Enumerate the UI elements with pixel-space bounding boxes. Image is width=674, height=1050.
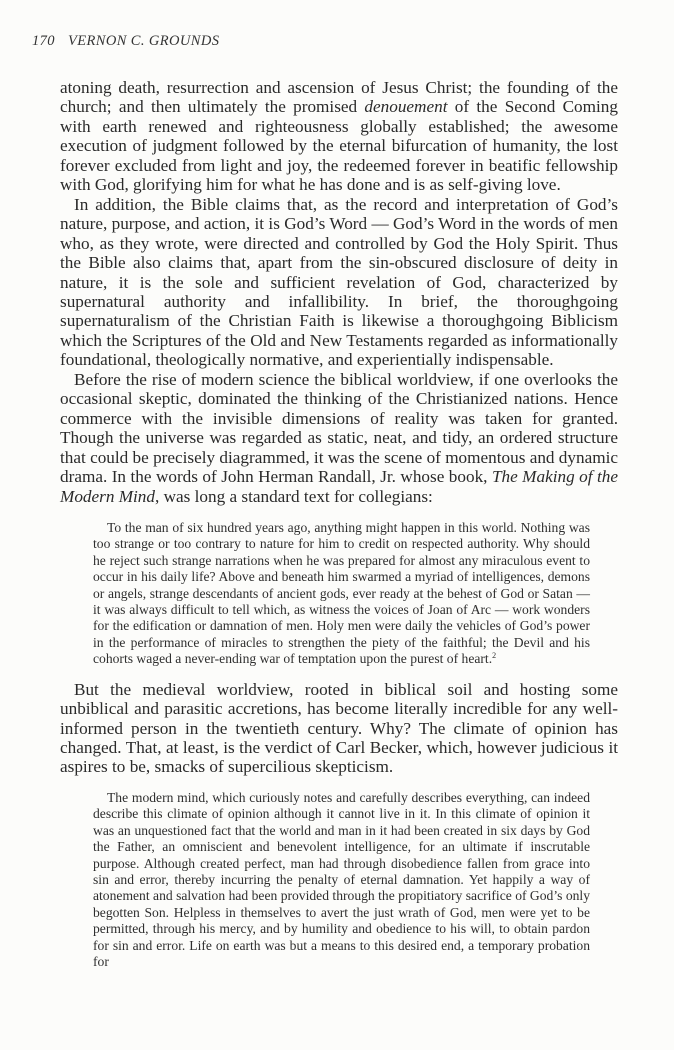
book-title: The Making of the Modern Mind (60, 467, 618, 506)
paragraph-2: In addition, the Bible claims that, as the record and interpretation of God’s nature, purpose, and action, it is God’s Word — God’s Word in the words of men who, as they wrote, were directed and controlled by God the Holy Spirit. Thus the Bible also claims that, apart from the sin-obscured disclosure of deity in nature, it is the sole and sufficient revelation of God, characterized by supernatural authority and infallibility. In brief, the thoroughgoing supernaturalism of the Christian Faith is likewise a thoroughgoing Biblicism which the Scriptures of the Old and New Testaments regarded as informationally foundational, theologically normative, and experientially indispensable. (60, 194, 618, 370)
text-run: atoning death, resurrection and ascension of Jesus Christ; the founding of the church; and then ultimately the promised (60, 78, 618, 117)
paragraph-1 (60, 78, 618, 195)
block-quote-randall (93, 520, 590, 668)
italic-term: denouement (364, 97, 448, 117)
text-run: of the Second Coming with earth renewed and righteousness globally established; the awesome execution of judgment followed by the eternal bifurcation of humanity, the lost forever excluded from light and joy, the redeemed forever in beatific fellowship with God, glorifying him for what he has done and is as self-giving love. (60, 97, 618, 195)
text-run: Before the rise of modern science the biblical worldview, if one overlooks the occasional skeptic, dominated the thinking of the Christianized nations. Hence commerce with the invisible dimensions of reality was taken for granted. Though the universe was regarded as static, neat, and tidy, an ordered structure that could be precisely diagrammed, it was the scene of momentous and dynamic drama. In the words of John Herman Randall, Jr. whose book, (60, 369, 618, 487)
page-number: 170 (32, 33, 55, 49)
block-quote-becker: The modern mind, which curiously notes and carefully describes everything, can indeed describe this climate of opinion although it cannot live in it. In this climate of opinion it was an unquestioned fact that the world and man in it had been created in six days by God the Father, an omniscient and benevolent intelligence, for an ultimate if inscrutable purpose. Although created perfect, man had through disobedience fallen from grace into sin and error, thereby incurring the penalty of eternal damnation. Yet happily a way of atonement and salvation had been provided through the propitiatory sacrifice of God’s only begotten Son. Helpless in themselves to avert the just wrath of God, men were yet to be permitted, through his mercy, and by humility and obedience to his will, to obtain pardon for sin and error. Life on earth was but a means to this desired end, a temporary probation for (93, 789, 590, 969)
running-title: VERNON C. GROUNDS (67, 33, 220, 49)
quote-text: To the man of six hundred years ago, anything might happen in this world. Nothing was too strange or too contrary to nature for him to credit on respected authority. Why should he reject such strange narrations when he was prepared for almost any miraculous event to occur in his daily life? Above and beneath him swarmed a myriad of intelligences, demons or angels, strange descendants of ancient gods, ever ready at the behest of God or Satan — it was always difficult to tell which, as witness the voices of Joan of Arc — work wonders for the edification or damnation of men. Holy men were daily the vehicles of God’s power in the performance of miracles to strengthen the piety of the faithful; the Devil and his cohorts waged a never-ending war of temptation upon the purest of heart. (93, 519, 590, 667)
running-header (32, 33, 219, 50)
paragraph-3 (60, 370, 618, 506)
footnote-marker: 2 (492, 651, 497, 661)
text-run: , was long a standard text for collegians: (155, 486, 433, 506)
paragraph-4: But the medieval worldview, rooted in biblical soil and hosting some unbiblical and parasitic accretions, has become literally incredible for any well-informed person in the twentieth century. Why? The climate of opinion has changed. That, at least, is the verdict of Carl Becker, which, however judicious it aspires to be, smacks of supercilious skepticism. (60, 679, 618, 777)
body-text (60, 78, 618, 982)
